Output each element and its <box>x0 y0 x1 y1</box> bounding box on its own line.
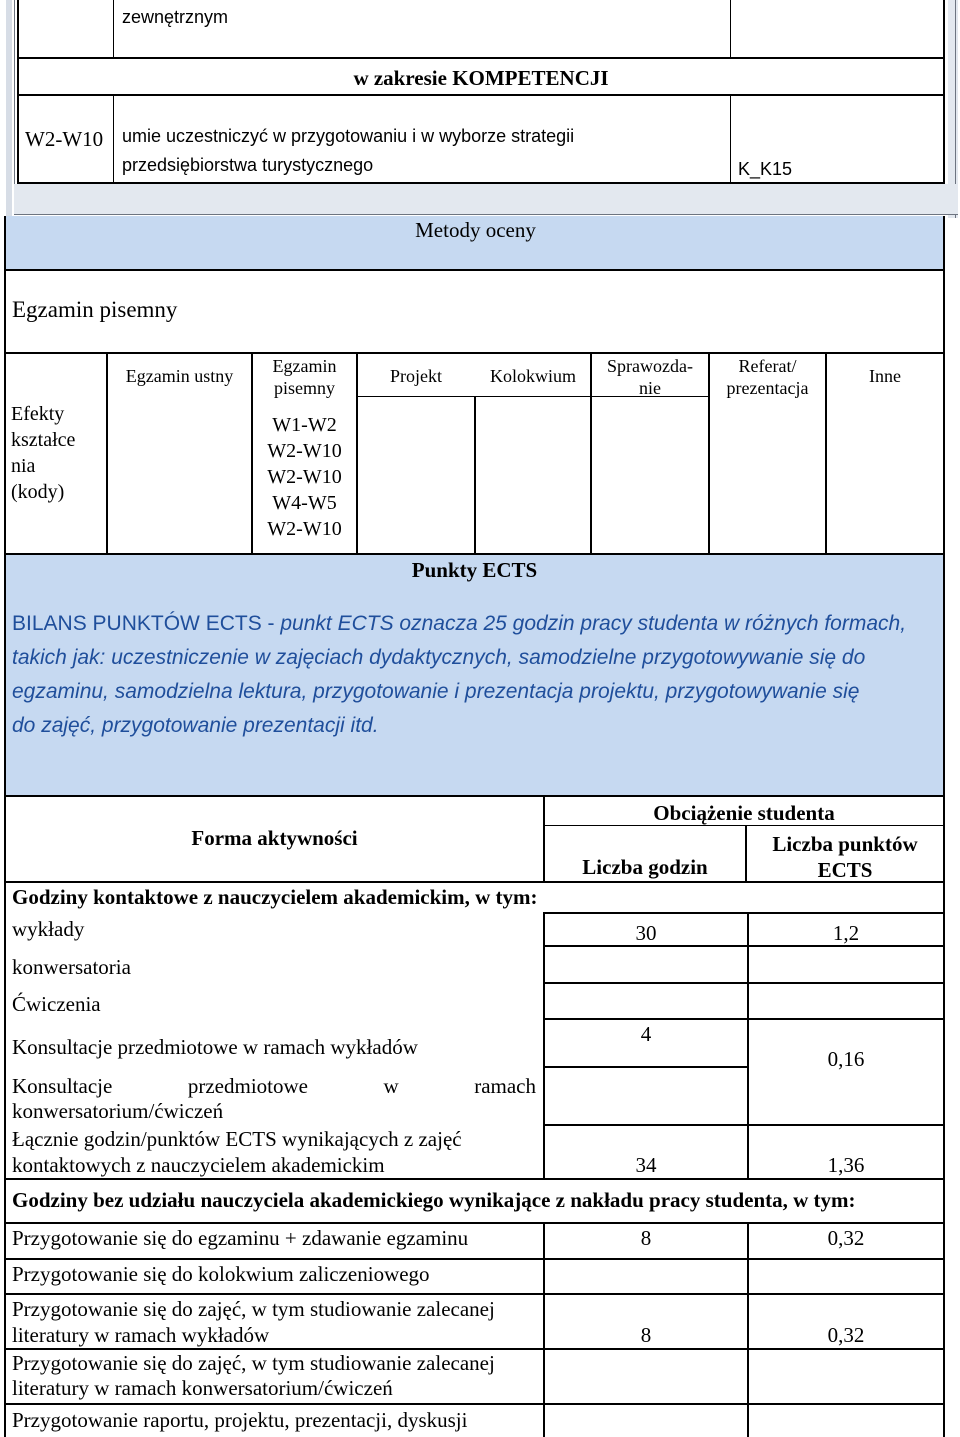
previous-row-text: zewnętrznym <box>122 7 229 27</box>
contact-total-label-line2: kontaktowych z nauczycielem akademickim <box>12 1153 385 1177</box>
self-study-header: Godziny bez udziału nauczyciela akademickiego wynikające z nakładu pracy studenta, w tym: <box>12 1188 856 1212</box>
methods-title: Metody oceny <box>415 218 536 242</box>
col-written-exam: Egzamin pisemny <box>272 356 337 398</box>
competence-section-header: w zakresie KOMPETENCJI <box>353 66 609 90</box>
lectures-ects: 1,2 <box>832 921 860 945</box>
exercises-label: Ćwiczenia <box>12 992 101 1016</box>
contact-hours-header: Godziny kontaktowe z nauczycielem akademickim, w tym: <box>12 885 538 909</box>
consultations-hours: 4 <box>640 1022 652 1046</box>
contact-total-hours: 34 <box>635 1153 657 1177</box>
competence-text-line1: umie uczestniczyć w przygotowaniu i w wyborze strategii <box>122 126 575 146</box>
exam-prep-label: Przygotowanie się do egzaminu + zdawanie egzaminu <box>12 1226 469 1250</box>
contact-total-ects: 1,36 <box>827 1153 865 1177</box>
hours-header: Liczba godzin <box>582 855 708 879</box>
col-colloquium: Kolokwium <box>489 366 576 386</box>
col-presentation: Referat/ prezentacja <box>726 356 809 398</box>
student-load-header: Obciążenie studenta <box>653 801 835 825</box>
effects-codes-label: Efekty kształce nia (kody) <box>11 403 76 503</box>
consultations-lectures-label: Konsultacje przedmiotowe w ramach wykładów <box>12 1035 418 1059</box>
ects-title: Punkty ECTS <box>411 558 538 582</box>
consultations-exercises-label: Konsultacje przedmiotowe w ramach <box>12 1074 536 1098</box>
conversations-label: konwersatoria <box>12 955 131 979</box>
consultations-ects: 0,16 <box>827 1047 865 1071</box>
col-oral-exam: Egzamin ustny <box>125 366 234 386</box>
activity-form-header: Forma aktywności <box>191 826 358 850</box>
col-other: Inne <box>869 366 901 386</box>
col-report: Sprawozda- nie <box>607 356 693 398</box>
competence-effect-code: K_K15 <box>738 159 793 179</box>
consultations-exercises-label-line2: konwersatorium/ćwiczeń <box>12 1099 224 1123</box>
lectures-hours: 30 <box>635 921 657 945</box>
class-prep-lectures-hours: 8 <box>640 1323 652 1347</box>
class-prep-lectures-label-line1: Przygotowanie się do zajęć, w tym studiowanie zalecanej <box>12 1297 495 1321</box>
class-prep-exercises-label-line1: Przygotowanie się do zajęć, w tym studiowanie zalecanej <box>12 1351 495 1375</box>
exam-prep-hours: 8 <box>640 1226 652 1250</box>
competence-code: W2-W10 <box>25 127 104 151</box>
ects-balance-text: BILANS PUNKTÓW ECTS - punkt ECTS oznacza 25 godzin pracy studenta w różnych formach, takich jak: uczestniczenie w zajęciach dydaktycznych, samodzielne przygotowywanie się do egzaminu, samodzielna lektura, przygotowanie i prezentacja projektu, przygotowywanie się do zajęć, przygotowanie prezentacji itd. <box>12 612 907 737</box>
lectures-label: wykłady <box>12 917 85 941</box>
class-prep-exercises-label-line2: literatury w ramach konwersatorium/ćwiczeń <box>12 1376 393 1400</box>
exam-prep-ects: 0,32 <box>827 1226 865 1250</box>
colloquium-prep-label: Przygotowanie się do kolokwium zaliczeniowego <box>12 1262 430 1286</box>
written-exam-effect-codes: W1-W2 W2-W10 W2-W10 W4-W5 W2-W10 <box>267 414 342 540</box>
col-project: Projekt <box>390 366 442 386</box>
selected-method: Egzamin pisemny <box>12 297 178 322</box>
contact-total-label-line1: Łącznie godzin/punktów ECTS wynikających z zajęć <box>12 1127 462 1151</box>
competence-text-line2: przedsiębiorstwa turystycznego <box>122 155 374 175</box>
class-prep-lectures-ects: 0,32 <box>827 1323 865 1347</box>
report-prep-label: Przygotowanie raportu, projektu, prezentacji, dyskusji <box>12 1408 468 1432</box>
ects-points-header: Liczba punktów ECTS <box>772 832 918 882</box>
class-prep-lectures-label-line2: literatury w ramach wykładów <box>12 1323 270 1347</box>
